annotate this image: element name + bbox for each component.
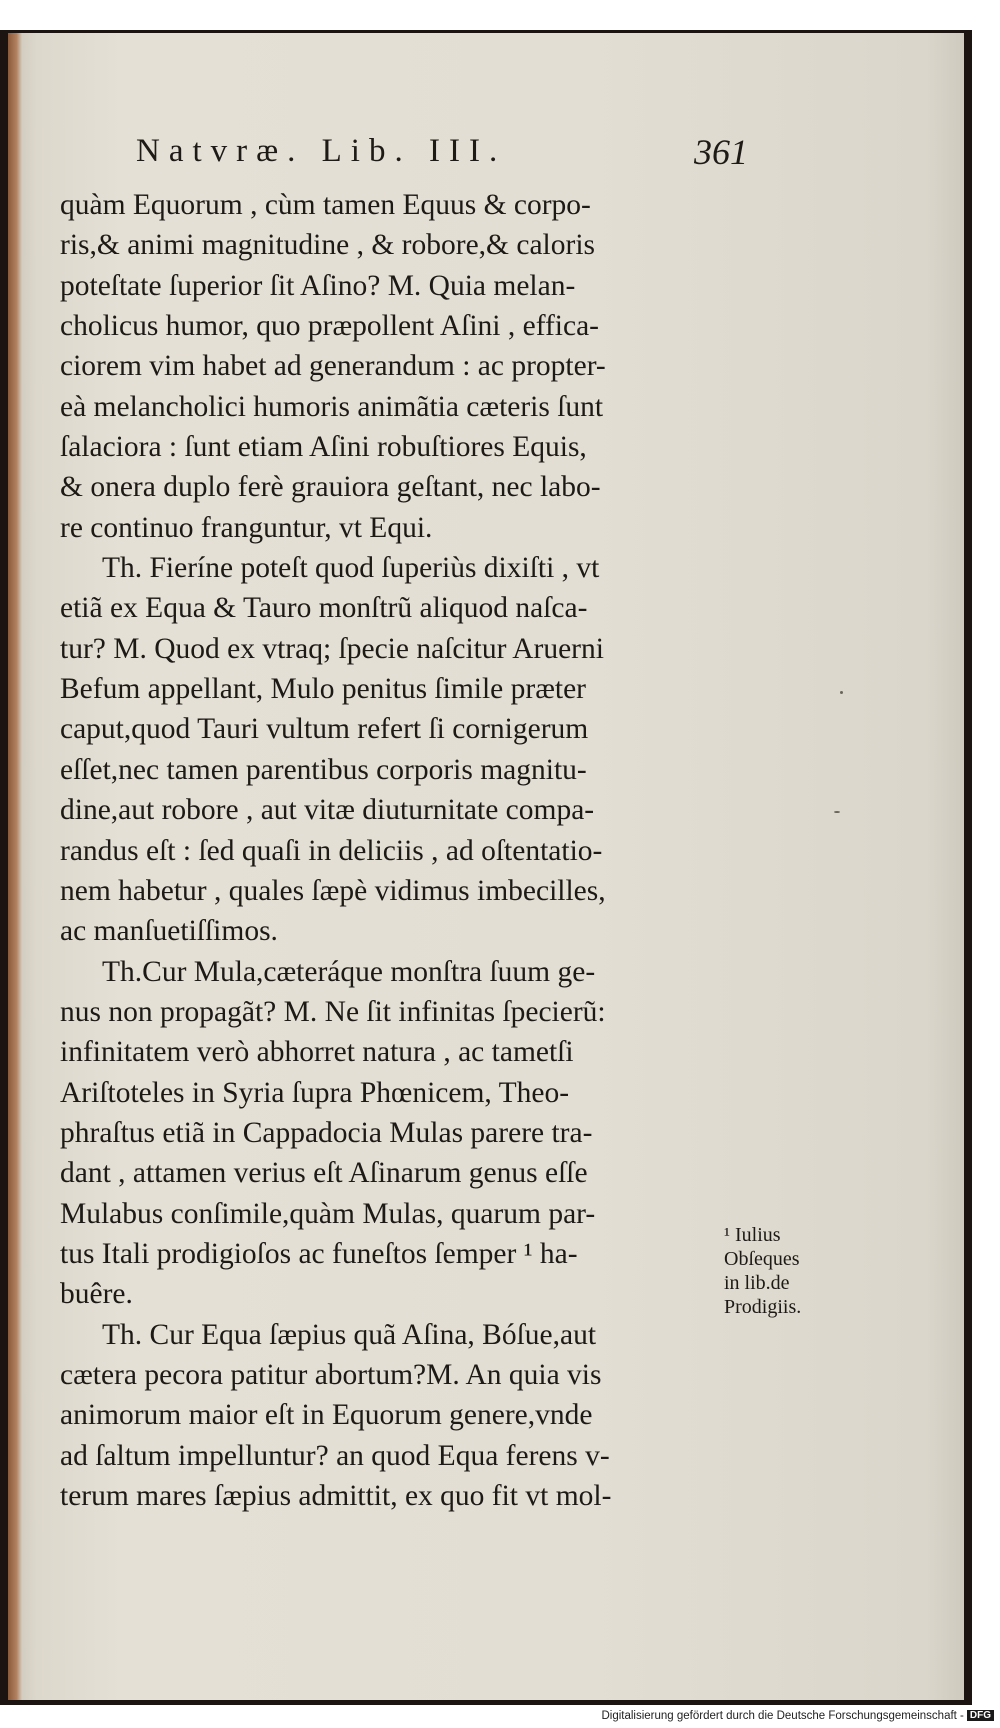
text-line: Ariſtoteles in Syria ſupra Phœnicem, Theo- xyxy=(60,1076,570,1109)
footer-credit xyxy=(601,1710,994,1726)
text-line: cholicus humor, quo præpollent Aſini , effica- xyxy=(60,310,600,343)
text-line: nem habetur , quales ſæpè vidimus imbecilles, xyxy=(60,874,606,907)
text-line: cætera pecora patitur abortum?M. An quia vis xyxy=(60,1358,602,1391)
text-line: Th. Cur Equa ſæpius quã Aſina, Bóſue,aut xyxy=(102,1318,597,1351)
marginal-note-line: Obſeques xyxy=(724,1248,800,1270)
body-text xyxy=(60,185,728,1516)
marginal-note-line: Prodigiis. xyxy=(724,1296,802,1318)
text-line: caput,quod Tauri vultum refert ſi cornigerum xyxy=(60,713,589,746)
text-line: phraſtus etiã in Cappadocia Mulas parere tra- xyxy=(60,1116,593,1149)
text-line: poteſtate ſuperior ſit Aſino? M. Quia melan- xyxy=(60,269,576,302)
text-line: ad ſaltum impelluntur? an quod Equa ferens v- xyxy=(60,1439,610,1472)
marginal-note-line: in lib.de xyxy=(724,1272,790,1294)
text-line: eà melancholici humoris animãtia cæteris ſunt xyxy=(60,390,604,423)
text-line: animorum maior eſt in Equorum genere,vnde xyxy=(60,1399,593,1432)
text-line: Th. Fieríne poteſt quod ſuperiùs dixiſti , vt xyxy=(102,552,600,585)
text-line: Th.Cur Mula,cæteráque monſtra ſuum ge- xyxy=(102,955,596,988)
book-scan xyxy=(0,30,972,1705)
text-line: dine,aut robore , aut vitæ diuturnitate compa- xyxy=(60,794,595,827)
marginal-note xyxy=(724,1223,844,1319)
text-line: Befum appellant, Mulo penitus ſimile præter xyxy=(60,673,586,706)
text-line: nus non propagãt? M. Ne ſit infinitas ſpecierũ: xyxy=(60,995,606,1028)
text-line: buêre. xyxy=(60,1278,133,1311)
page-spine-edge xyxy=(8,33,22,1700)
text-line: quàm Equorum , cùm tamen Equus & corpo- xyxy=(60,189,591,221)
text-line: randus eſt : ſed quaſi in deliciis , ad oſtentatio- xyxy=(60,834,603,867)
text-line: terum mares ſæpius admittit, ex quo fit vt mol- xyxy=(60,1480,612,1512)
text-line: re continuo franguntur, vt Equi. xyxy=(60,511,433,544)
paper-speck xyxy=(834,811,840,813)
text-line: & onera duplo ferè grauiora geſtant, nec labo- xyxy=(60,471,601,504)
text-line: ſalaciora : ſunt etiam Aſini robuſtiores Equis, xyxy=(60,431,587,464)
text-line: eſſet,nec tamen parentibus corporis magnitu- xyxy=(60,753,587,786)
page-header xyxy=(136,133,748,177)
dfg-logo: DFG xyxy=(967,1710,994,1721)
text-line: tur? M. Quod ex vtraq; ſpecie naſcitur Aruerni xyxy=(60,632,604,665)
text-line: ciorem vim habet ad generandum : ac propter- xyxy=(60,350,606,383)
text-line: dant , attamen verius eſt Aſinarum genus eſſe xyxy=(60,1157,588,1190)
text-line: Mulabus conſimile,quàm Mulas, quarum par- xyxy=(60,1197,596,1230)
text-line: infinitatem verò abhorret natura , ac tametſi xyxy=(60,1036,574,1069)
text-line: ris,& animi magnitudine , & robore,& caloris xyxy=(60,229,595,262)
page-number: 361 xyxy=(694,132,748,172)
text-line: etiã ex Equa & Tauro monſtrũ aliquod naſca- xyxy=(60,592,588,625)
paper-speck xyxy=(840,691,843,694)
text-line: tus Itali prodigioſos ac funeſtos ſemper ¹ ha- xyxy=(60,1237,578,1270)
running-title: Natvræ. Lib. III. xyxy=(136,133,507,169)
marginal-note-line: ¹ Iulius xyxy=(724,1224,781,1246)
footer-text: Digitalisierung gefördert durch die Deutsche Forschungsgemeinschaft - xyxy=(601,1710,964,1722)
book-page xyxy=(8,33,964,1700)
text-line: ac manſuetiſſimos. xyxy=(60,915,278,948)
